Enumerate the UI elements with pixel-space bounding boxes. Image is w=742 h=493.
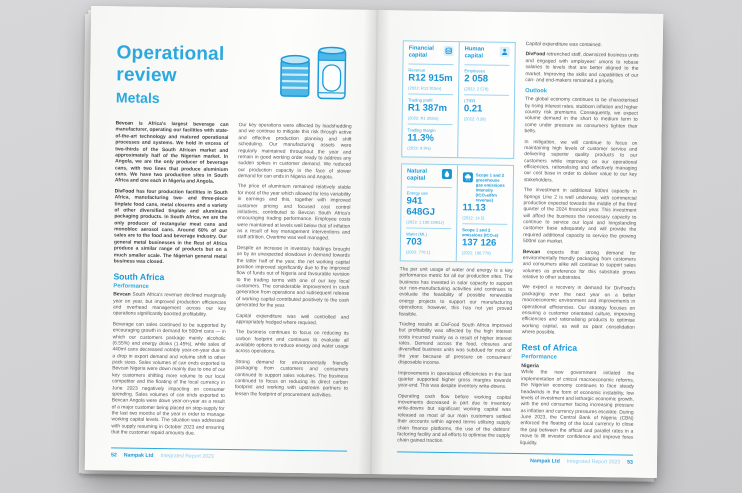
footer-report-title: Integrated Report 2023 [160, 453, 214, 460]
metric-employees: Employees 2 058 (2022: 2 570) [464, 68, 489, 92]
body-paragraph: The business continues to focus on reducing its carbon footprint and continues to evaluate all available options to reduce energy and water usage across operations. [235, 330, 349, 356]
footer-brand: Nampak Ltd [530, 458, 560, 465]
body-paragraph: Strong demand for environmentally friendly packaging from customers and consumers continued to support sales volumes. The business continued to focus on reducing its direct carbon footprint and working with upstream partners to lessen the footprint of procurement activities. [234, 359, 349, 399]
right-page-footer [397, 451, 633, 466]
emissions-icon [463, 172, 473, 182]
section-heading-south-africa: South Africa [113, 271, 165, 283]
left-column-1 [111, 121, 228, 442]
body-paragraph: Operating cash flow before working capital movements decreased in part due to inventory write-downs but significant working capital was released as most of our main customers settled their accounts within agreed terms utilising supply chain finance platforms, the use of the debtors' factoring facility and all efforts to optimise the supply chain gained traction. [397, 394, 511, 445]
left-page-columns [111, 121, 351, 444]
right-page [371, 10, 663, 478]
scope-emissions-block [456, 165, 513, 262]
footer-brand: Nampak Ltd [123, 452, 154, 459]
natural-capital-block [401, 164, 457, 261]
footer-rule [111, 447, 347, 452]
body-paragraph: Trading results at DivFood South Africa improved but profitability was affected by the high interest costs incurred mainly as a result of higher interest rates. Demand across the food, closures and diversified business units was subdued for most of the year because of pressure on consumers' disposable income. [398, 322, 512, 367]
body-paragraph: Beverage can sales continued to be supported by encouraging growth in demand for 500ml cans — in which our customers package mainly alcoholic (6.55%) and energy drinks (1.45%), while sales of 440ml cans decreased notably year-on-year due to a drop in export demand and volume shift to other pack sizes. Sales volumes of can ends exported to Bevcan Nigeria were down mainly due to one of our key customers shifting more volume to our local competitor and the floating of the local currency in June 2023 negatively impacting on consumer spending. Sales volumes of can ends exported to Bevcan Angola were down year-on-year as a result of a major customer being placed on stop-supply for the last two months of the year in order to manage working capital levels. The situation was addressed with supply resuming in October 2023 and ensuring that the customer repaid amounts due. [111, 322, 226, 437]
metric-water: Water (ML) 703 (2022: 770.1) [406, 227, 451, 258]
body-paragraph: The investment in additional 500ml capacity in Springs Line 2 is well underway, with commercial production expected towards the middle of the third quarter of the 2024 financial year. This investment will afford the business the necessary capacity to continue to service our loyal and longstanding customer base adequately and will provide the required additional capacity to service the growing 500ml can market. [522, 188, 637, 245]
open-spread [85, 6, 663, 478]
body-paragraph: Our key operations were affected by loadshedding and we continue to mitigate this risk through active and effective production planning and shift scheduling. Our manufacturing assets were regularly maintained throughout the year and remain in good working order ready to address any sudden spikes in customer demand. We reduced our production capacity in the face of slower demand for can ends in Nigeria and Angola. [237, 123, 352, 181]
page-subtitle: Metals [115, 89, 160, 106]
cans-illustration [277, 41, 350, 106]
body-paragraph: DivFood retrenched staff, downsized business units and engaged with employees' unions to rebase salaries to levels that are better aligned to the market. Improving the skills and capabilities of our can- and end-makers remained a priority. [525, 52, 639, 85]
capital-title: Human capital [464, 46, 485, 60]
right-column-1 [397, 40, 516, 450]
left-page-footer [111, 447, 347, 462]
footer-report-title: Integrated Report 2023 [566, 458, 621, 466]
subheading-performance: Performance [113, 283, 149, 291]
page-number: 52 [110, 452, 117, 459]
body-paragraph: Bevcan expects that strong demand for environmentally friendly packaging from customers and consumers alike will continue to support sales volumes as preference for this substrate grows relative to other substrates. [522, 249, 636, 281]
body-paragraph: Capital expenditure was well controlled and appropriately hedged where required. [235, 313, 349, 327]
report-spread [85, 6, 663, 478]
natural-capital-panel [400, 163, 514, 263]
metric-ltifr: LTIFR 0.21 (2022: 0.28) [464, 94, 509, 125]
metric-trading-margin: Trading margin 11.3% (2022: 9.9%) [407, 123, 452, 154]
person-icon [500, 47, 510, 57]
body-paragraph: The global economy continues to be characterised by rising interest rates, stubborn inflation and higher country risk premiums. Consequently, we expect volume demand in the short to medium term to come under pressure as consumers tighten their belts. [524, 97, 639, 135]
body-paragraph: While the new government initiated the implementation of critical macroeconomic reforms, the Nigerian economy continues to face steady headwinds in the form of economic instability, low levels of investment and lethargic economic growth, with the end consumer facing increasing pressure as inflation and currency pressures escalate. During June 2023, the Central Bank of Nigeria (CBN) enforced the floating of the local currency to close the gap between the official and parallel rates in a move to lift investor confidence and improve forex liquidity. [520, 370, 635, 446]
body-paragraph: We expect a recovery in demand for DivFood's packaging over the next year on a better macroeconomic environment and improvements in operational efficiencies. Our strategy focuses on ensuring a customer orientated culture, improving efficiencies and rationalising products to optimise working capital, as well as plant consolidation where possible. [521, 285, 636, 336]
body-paragraph: Despite an increase in inventory holdings brought on by an unexpected slowdown in demand towards the latter half of the year, the net working capital position improved significantly due to the improved flow of funds out of Nigeria and favourable revision to the trading terms with one of our key local customers. The considerable improvement in cash generation from operations and subsequent release of working capital contributed positively to the cash generated for the year. [236, 245, 350, 309]
financial-capital-block [402, 41, 459, 157]
page-number: 53 [627, 459, 633, 466]
page-title: Operational review [116, 42, 225, 87]
metric-energy-use: Energy use 941 648GJ (2022: 1 100 229GJ) [406, 190, 444, 225]
financial-human-capital-panel [401, 40, 516, 158]
right-column-2 [520, 42, 639, 452]
body-paragraph: Bevcan South Africa's revenue declined marginally year on year, but improved production efficiencies and overhead management across our key operations significantly boosted profitability. [112, 292, 227, 319]
intro-paragraph: Bevcan is Africa's largest beverage can manufacturer, operating our facilities with state-of-the-art technology and matured operational processes and systems. We hold in excess of two-thirds of the South African market and approximately half of the Nigerian market. In Angola, we are the only producer of beverage cans, with two lines that produce aluminium cans. We have two production sites in South Africa and one each in Nigeria and Angola. [114, 121, 229, 186]
droplet-icon [442, 169, 452, 179]
left-page-header [116, 36, 353, 108]
capital-title: Financial capital [408, 45, 434, 59]
capital-title: Natural capital [406, 168, 428, 182]
left-page [85, 6, 377, 474]
body-paragraph: Capital expenditure was contained. [525, 42, 602, 49]
body-paragraph: The price of aluminium remained relatively stable for most of the year which allowed for less variability in earnings and this, together with improved customer pricing and focused cost control initiatives, contributed to Bevcan South Africa's encouraging trading performance. Employee costs were maintained at levels well below that of inflation as a result of key management interventions and staff attrition. Overtime was well managed. [237, 184, 351, 242]
intro-paragraph: DivFood has four production facilities in South Africa, manufacturing two- and three-piece tinplate food cans, metal closures and a variety of other diversified tinplate and aluminium packaging products. In South Africa, we are the only producer of rectangular meat cans and monobloc aerosol cans. Around 60% of our sales are to the food and beverage industry. Our general metal businesses in the Rest of Africa produce a similar range of products but on a much smaller scale. The Nigerian general metal business was closed. [113, 189, 228, 265]
body-paragraph: In mitigation, we will continue to focus on maintaining high levels of customer service and delivering superior quality products to our customers while improving on our operational efficiencies, rationalising and effectively managing our cost base in order to deliver value to our key stakeholders. [523, 139, 638, 184]
human-capital-block [457, 42, 515, 158]
coins-icon [444, 46, 454, 56]
body-paragraph: Improvements in operational efficiencies in the last quarter supported higher gross margins towards year-end. This was despite inventory write-downs. [397, 370, 512, 391]
metric-scope-emissions: Scope 1 and 2 emissions (tCO₂e) 137 126 (2022: 186 779) [462, 223, 507, 259]
subheading-performance: Performance [521, 354, 557, 361]
section-heading-rest-of-africa: Rest of Africa [521, 342, 578, 354]
subheading-nigeria: Nigeria [521, 363, 539, 370]
body-paragraph: The per unit usage of water and energy is a key performance metric for all our production sites. The business has invested in solar capacity to support our non-manufacturing activities and continues to evaluate the feasibility of possible renewable energy projects to support our manufacturing operations; however, this has not yet proved feasible. [398, 267, 513, 318]
metric-revenue: Revenue R12 915m (2022: R12 915m) [408, 67, 453, 91]
metric-trading-profit: Trading profit R1 387m (2022: R1 202m) [408, 93, 453, 124]
left-column-2 [234, 123, 351, 444]
subheading-outlook: Outlook [525, 88, 548, 95]
right-page-columns [397, 40, 639, 452]
metric-emissions-intensity: Scope 1 and 2 greenhouse gas emissions intensity (tCO₂e/Rm revenue) 11.13 (2022: 14.5) [462, 172, 505, 221]
